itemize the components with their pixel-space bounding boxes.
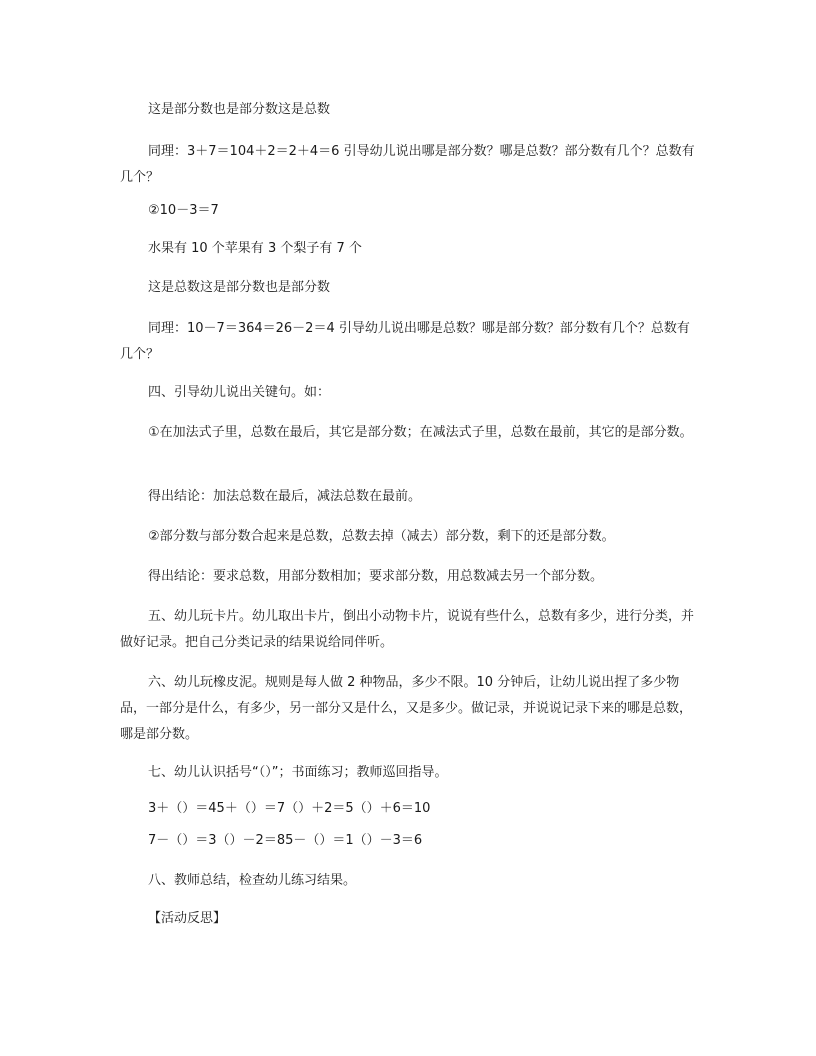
paragraph-total-part-labels: 这是总数这是部分数也是部分数 bbox=[148, 280, 331, 295]
paragraph-conclusion-one: 得出结论：加法总数在最后，减法总数在最前。 bbox=[148, 489, 422, 504]
paragraph-addition-example: 同理：3＋7＝104＋2＝2＋4＝6 引导幼儿说出哪是部分数？哪是总数？部分数有几个？总数有几个？ bbox=[120, 144, 695, 185]
paragraph-part-total-labels: 这是部分数也是部分数这是总数 bbox=[148, 102, 331, 117]
paragraph-section-four: 四、引导幼儿说出关键句。如： bbox=[148, 385, 331, 400]
paragraph-subtraction-example: 同理：10－7＝364＝26－2＝4 引导幼儿说出哪是总数？哪是部分数？部分数有几个？总数有几个？ bbox=[120, 321, 690, 362]
paragraph-conclusion-two: 得出结论：要求总数，用部分数相加；要求部分数，用总数减去另一个部分数。 bbox=[148, 569, 604, 584]
paragraph-key-sentence-one: ①在加法式子里，总数在最后，其它是部分数；在减法式子里，总数在最前，其它的是部分数。 bbox=[148, 425, 693, 440]
paragraph-fruit-count: 水果有 10 个苹果有 3 个梨子有 7 个 bbox=[148, 241, 362, 256]
paragraph-exercise-addition: 3＋（）＝45＋（）＝7（）＋2＝5（）＋6＝10 bbox=[148, 801, 431, 816]
paragraph-section-eight: 八、教师总结，检查幼儿练习结果。 bbox=[148, 873, 357, 888]
paragraph-subtraction-equation: ②10－3＝7 bbox=[148, 203, 219, 218]
paragraph-section-six: 六、幼儿玩橡皮泥。规则是每人做 2 种物品，多少不限。10 分钟后，让幼儿说出捏了多少物品，一部分是什么，有多少，另一部分又是什么，又是多少。做记录，并说说记录下来的哪是总数，哪是部分数。 bbox=[120, 675, 693, 742]
paragraph-activity-reflection: 【活动反思】 bbox=[148, 911, 227, 926]
paragraph-exercise-subtraction: 7－（）＝3（）－2＝85－（）＝1（）－3＝6 bbox=[148, 833, 423, 848]
paragraph-section-five: 五、幼儿玩卡片。幼儿取出卡片，倒出小动物卡片，说说有些什么，总数有多少，进行分类，并做好记录。把自己分类记录的结果说给同伴听。 bbox=[120, 609, 695, 650]
paragraph-section-seven: 七、幼儿认识括号“（）”；书面练习；教师巡回指导。 bbox=[148, 765, 448, 780]
paragraph-key-sentence-two: ②部分数与部分数合起来是总数，总数去掉（减去）部分数，剩下的还是部分数。 bbox=[148, 529, 615, 544]
